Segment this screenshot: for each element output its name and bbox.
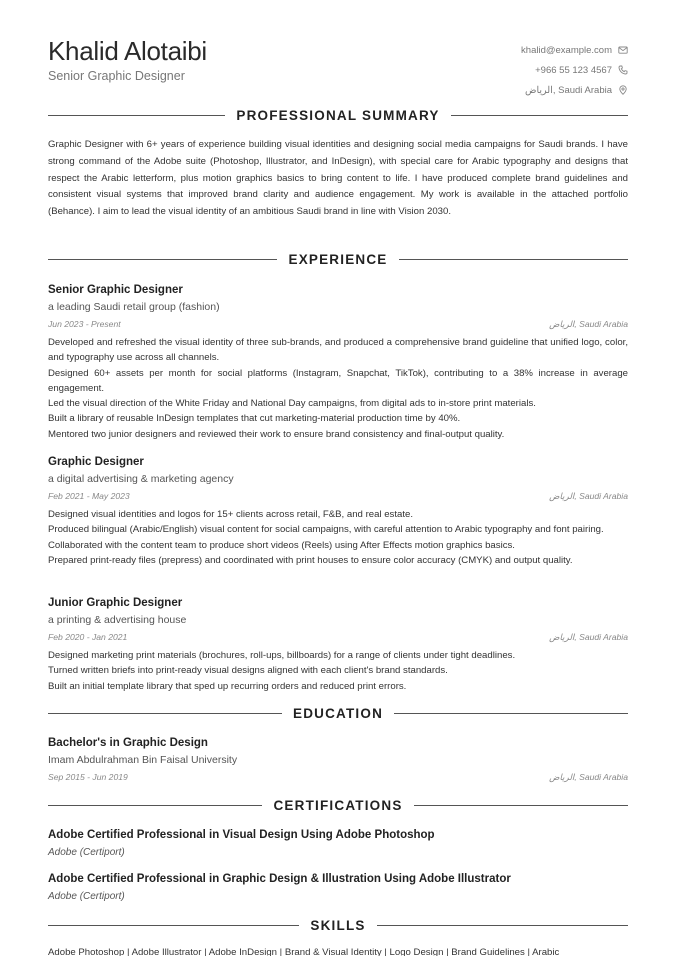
candidate-title: Senior Graphic Designer	[48, 69, 185, 83]
job-meta	[48, 628, 628, 646]
certification-title: Adobe Certified Professional in Graphic Design & Illustration Using Adobe Illustrator	[48, 873, 511, 885]
certification-title: Adobe Certified Professional in Visual Design Using Adobe Photoshop	[48, 829, 435, 841]
divider-line	[48, 805, 262, 806]
job-bullet: Prepared print-ready files (prepress) and coordinated with print houses to ensure color accuracy (CMYK) and output quality.	[48, 554, 573, 566]
divider-line	[48, 115, 225, 116]
job-location: الرياض, Saudi Arabia	[549, 491, 628, 501]
job-bullet: Designed marketing print materials (brochures, roll-ups, billboards) for a range of clients under tight deadlines.	[48, 650, 516, 661]
section-title: SKILLS	[310, 918, 366, 933]
job-bullets	[48, 648, 628, 694]
section-header-summary	[48, 108, 628, 123]
phone-icon	[618, 65, 628, 75]
skills-list: Adobe Photoshop | Adobe Illustrator | Adobe InDesign | Brand & Visual Identity | Logo Design | Brand Guidelines | Arabic	[48, 947, 560, 956]
section-title: EDUCATION	[292, 706, 384, 721]
job-bullet: Led the visual direction of the White Friday and National Day campaigns, from digital ads to in-store print materials.	[48, 398, 536, 410]
job-title: Senior Graphic Designer	[48, 284, 183, 296]
divider-line	[394, 713, 628, 714]
contact-email[interactable]	[521, 40, 628, 60]
divider-line	[451, 115, 628, 116]
job-bullet: Turned written briefs into print-ready visual designs aligned with each client's brand standards.	[48, 665, 448, 677]
job-company: a leading Saudi retail group (fashion)	[48, 301, 220, 313]
email-text[interactable]: khalid@example.com	[521, 44, 612, 56]
job-dates: Feb 2021 - May 2023	[48, 491, 130, 501]
job-bullet: Developed and refreshed the visual identity of three sub-brands, and produced a comprehensive brand guideline that unified logo, color, and typography use across all channels.	[48, 337, 628, 364]
section-title: PROFESSIONAL SUMMARY	[236, 108, 440, 123]
job-company: a digital advertising & marketing agency	[48, 473, 234, 485]
certification-issuer: Adobe (Certiport)	[48, 891, 125, 902]
job-company: a printing & advertising house	[48, 614, 187, 626]
section-title: CERTIFICATIONS	[273, 798, 403, 813]
section-header-certifications	[48, 798, 628, 813]
job-bullet: Built a library of reusable InDesign templates that cut marketing-material production time by 40%.	[48, 413, 461, 425]
job-bullet: Collaborated with the content team to produce short videos (Reels) using After Effects motion graphics basics.	[48, 539, 515, 551]
job-bullet: Produced bilingual (Arabic/English) visual content for social campaigns, with careful attention to Arabic typography and font pairing.	[48, 524, 604, 536]
certification-issuer: Adobe (Certiport)	[48, 847, 125, 858]
envelope-icon	[618, 45, 628, 55]
experience-entry	[48, 453, 628, 568]
divider-line	[48, 925, 299, 926]
experience-entry	[48, 281, 628, 442]
job-meta	[48, 315, 628, 333]
contact-phone[interactable]	[521, 60, 628, 80]
job-location: الرياض, Saudi Arabia	[549, 632, 628, 642]
job-bullet: Built an initial template library that sped up recurring orders and reduced print errors.	[48, 680, 407, 692]
candidate-name: Khalid Alotaibi	[48, 36, 207, 66]
phone-text[interactable]: +966 55 123 4567	[535, 64, 612, 76]
job-dates: Jun 2023 - Present	[48, 319, 121, 329]
degree-title: Bachelor's in Graphic Design	[48, 737, 208, 749]
divider-line	[414, 805, 628, 806]
section-header-skills	[48, 918, 628, 933]
job-dates: Feb 2020 - Jan 2021	[48, 632, 128, 642]
job-title: Junior Graphic Designer	[48, 597, 183, 609]
job-meta	[48, 487, 628, 505]
contact-location	[521, 80, 628, 100]
job-title: Graphic Designer	[48, 456, 144, 468]
job-bullets	[48, 507, 628, 568]
divider-line	[377, 925, 628, 926]
education-location: الرياض, Saudi Arabia	[549, 772, 628, 782]
divider-line	[48, 259, 277, 260]
map-pin-icon	[618, 85, 628, 95]
education-dates: Sep 2015 - Jun 2019	[48, 772, 128, 782]
job-bullet: Designed 60+ assets per month for social platforms (Instagram, Snapchat, TikTok), contributing to a 38% increase in average engagement.	[48, 367, 628, 394]
section-header-education	[48, 706, 628, 721]
divider-line	[399, 259, 628, 260]
job-bullet: Designed visual identities and logos for 15+ clients across retail, F&B, and real estate.	[48, 509, 414, 520]
education-meta	[48, 768, 628, 786]
education-entry	[48, 734, 628, 786]
job-bullet: Mentored two junior designers and reviewed their work to ensure brand consistency and final-output quality.	[48, 428, 505, 440]
job-bullets	[48, 335, 628, 442]
section-header-experience	[48, 252, 628, 267]
certification-entry	[48, 870, 628, 905]
location-text: الرياض, Saudi Arabia	[525, 84, 612, 96]
divider-line	[48, 713, 282, 714]
resume-header	[48, 0, 628, 100]
summary-text: Graphic Designer with 6+ years of experience building visual identities and designing social media campaigns for Saudi brands. I have strong command of the Adobe suite (Photoshop, Illustrator, and InDesign), with special care for Arabic typography and designs that respect the Arabic letterform, plus motion graphics basics to bring content to life. I have produced complete brand guidelines and consistent visual systems that improved brand clarity and audience engagement. My work is available in the attached portfolio (Behance). I aim to lead the visual identity of an ambitious Saudi brand in line with Vision 2030.	[48, 139, 628, 218]
experience-entry	[48, 594, 628, 694]
section-title: EXPERIENCE	[288, 252, 388, 267]
school-name: Imam Abdulrahman Bin Faisal University	[48, 754, 238, 766]
job-location: الرياض, Saudi Arabia	[549, 319, 628, 329]
contact-info	[521, 40, 628, 100]
certification-entry	[48, 826, 628, 861]
